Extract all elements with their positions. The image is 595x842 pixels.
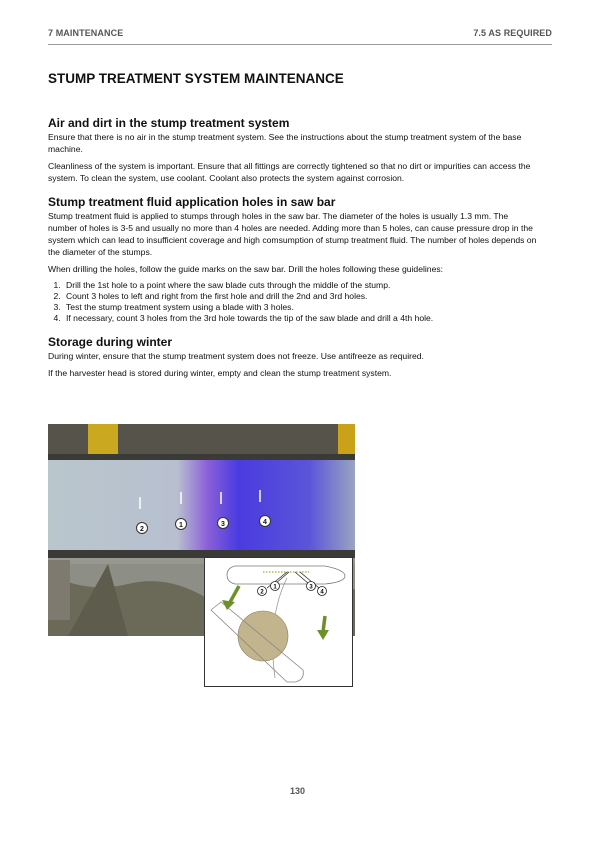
paragraph: During winter, ensure that the stump treatment system does not freeze. Use antifreeze as required. <box>48 351 424 361</box>
paragraph: Cleanliness of the system is important. Ensure that all fittings are correctly tightened so that no dirt or impurities can access the system. To clean the system, use coolant. Coolant also protects the system against corrosion. <box>48 161 531 183</box>
diagram-callout-4 <box>318 587 327 596</box>
drilling-steps-list <box>48 280 538 324</box>
paragraph: Ensure that there is no air in the stump treatment system. See the instructions about the stump treatment system of the base machine. <box>48 132 522 154</box>
section-label: 7.5 AS REQUIRED <box>473 28 552 38</box>
list-item: 1. Drill the 1st hole to a point where the saw blade cuts through the middle of the stump. <box>63 280 538 291</box>
section-air-and-dirt <box>48 116 538 184</box>
photo-callout-3 <box>218 518 229 529</box>
section-heading: Air and dirt in the stump treatment system <box>48 116 290 130</box>
list-item: 2. Count 3 holes to left and right from the first hole and drill the 2nd and 3rd holes. <box>63 291 538 302</box>
photo-callout-4 <box>260 516 271 527</box>
section-heading: Storage during winter <box>48 335 173 349</box>
svg-text:1: 1 <box>179 522 183 529</box>
svg-text:2: 2 <box>140 526 144 533</box>
chapter-label: 7 MAINTENANCE <box>48 28 124 38</box>
down-arrow-icon <box>222 586 239 610</box>
svg-text:3: 3 <box>221 521 225 528</box>
photo-callout-2 <box>137 523 148 534</box>
svg-text:1: 1 <box>273 584 277 591</box>
main-content <box>48 116 538 390</box>
diagram-callout-1 <box>271 582 280 591</box>
diagram-callout-2 <box>258 587 267 596</box>
paragraph: When drilling the holes, follow the guide marks on the saw bar. Drill the holes following these guidelines: <box>48 264 444 274</box>
section-heading: Stump treatment fluid application holes in saw bar <box>48 195 336 209</box>
svg-text:2: 2 <box>260 589 264 596</box>
photo-callout-1 <box>176 519 187 530</box>
section-application-holes <box>48 195 538 324</box>
paragraph: Stump treatment fluid is applied to stumps through holes in the saw bar. The diameter of the holes is usually 1.3 mm. The number of holes is 3-5 and usually no more than 4 holes are needed. Adding more than 5 holes, can cause pressure drop in the system which can lead to insufficient coverage and high comsumption of stump treatment fluid. The number of holes depends on the diameter of the stumps. <box>48 211 537 257</box>
page-title: STUMP TREATMENT SYSTEM MAINTENANCE <box>48 71 344 86</box>
saw-bar-diagram <box>204 557 353 687</box>
saw-bar-diagram-graphic <box>205 558 352 686</box>
paragraph: If the harvester head is stored during winter, empty and clean the stump treatment system. <box>48 368 392 378</box>
page-number: 130 <box>289 786 306 796</box>
svg-text:3: 3 <box>309 584 313 591</box>
down-arrow-icon <box>317 616 329 640</box>
section-storage-winter <box>48 335 538 379</box>
list-item: 3. Test the stump treatment system using a blade with 3 holes. <box>63 302 538 313</box>
page-header <box>48 26 552 45</box>
diagram-callout-3 <box>307 582 316 591</box>
svg-text:4: 4 <box>263 519 267 526</box>
svg-text:4: 4 <box>320 589 324 596</box>
list-item: 4. If necessary, count 3 holes from the 3rd hole towards the tip of the saw blade and drill a 4th hole. <box>63 313 538 324</box>
